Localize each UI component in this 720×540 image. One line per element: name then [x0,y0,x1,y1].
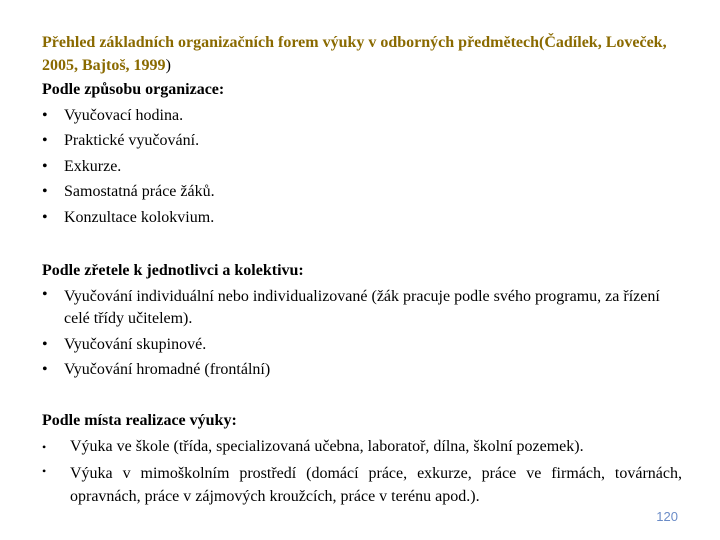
list-item: • Samostatná práce žáků. [42,179,682,205]
section-heading: Podle způsobu organizace: [42,81,225,98]
list-item: • Konzultace kolokvium. [42,205,682,231]
list-item: • Vyučování hromadné (frontální) [42,357,682,382]
title-text: Přehled základních organizačních forem výuky v odborných předmětech(Čadílek, Loveček, 2005, Bajtoš, 1999 [42,34,667,74]
list-item: • Vyučování skupinové. [42,332,682,357]
page-number: 120 [656,509,678,524]
section-location [42,408,682,510]
section-individual-collective [42,258,682,382]
list-item: • Exkurze. [42,154,682,180]
section-organization [42,77,682,230]
slide-title [42,31,682,77]
section-heading: Podle zřetele k jednotlivci a kolektivu: [42,262,304,279]
list-item: • Výuka ve škole (třída, specializovaná učebna, laboratoř, dílna, školní pozemek). [42,434,682,460]
list-item: • Vyučovací hodina. [42,103,682,129]
title-close-paren: ) [165,57,171,74]
list-item: • Výuka v mimoškolním prostředí (domácí práce, exkurze, práce ve firmách, továrnách, opravnách, práce v zájmových kroužcích, práce v terénu apod.). [42,460,682,510]
list-item: • Vyučování individuální nebo individualizované (žák pracuje podle svého programu, za řízení celé třídy učitelem). [42,284,682,332]
list-item: • Praktické vyučování. [42,128,682,154]
section-heading: Podle místa realizace výuky: [42,412,237,429]
